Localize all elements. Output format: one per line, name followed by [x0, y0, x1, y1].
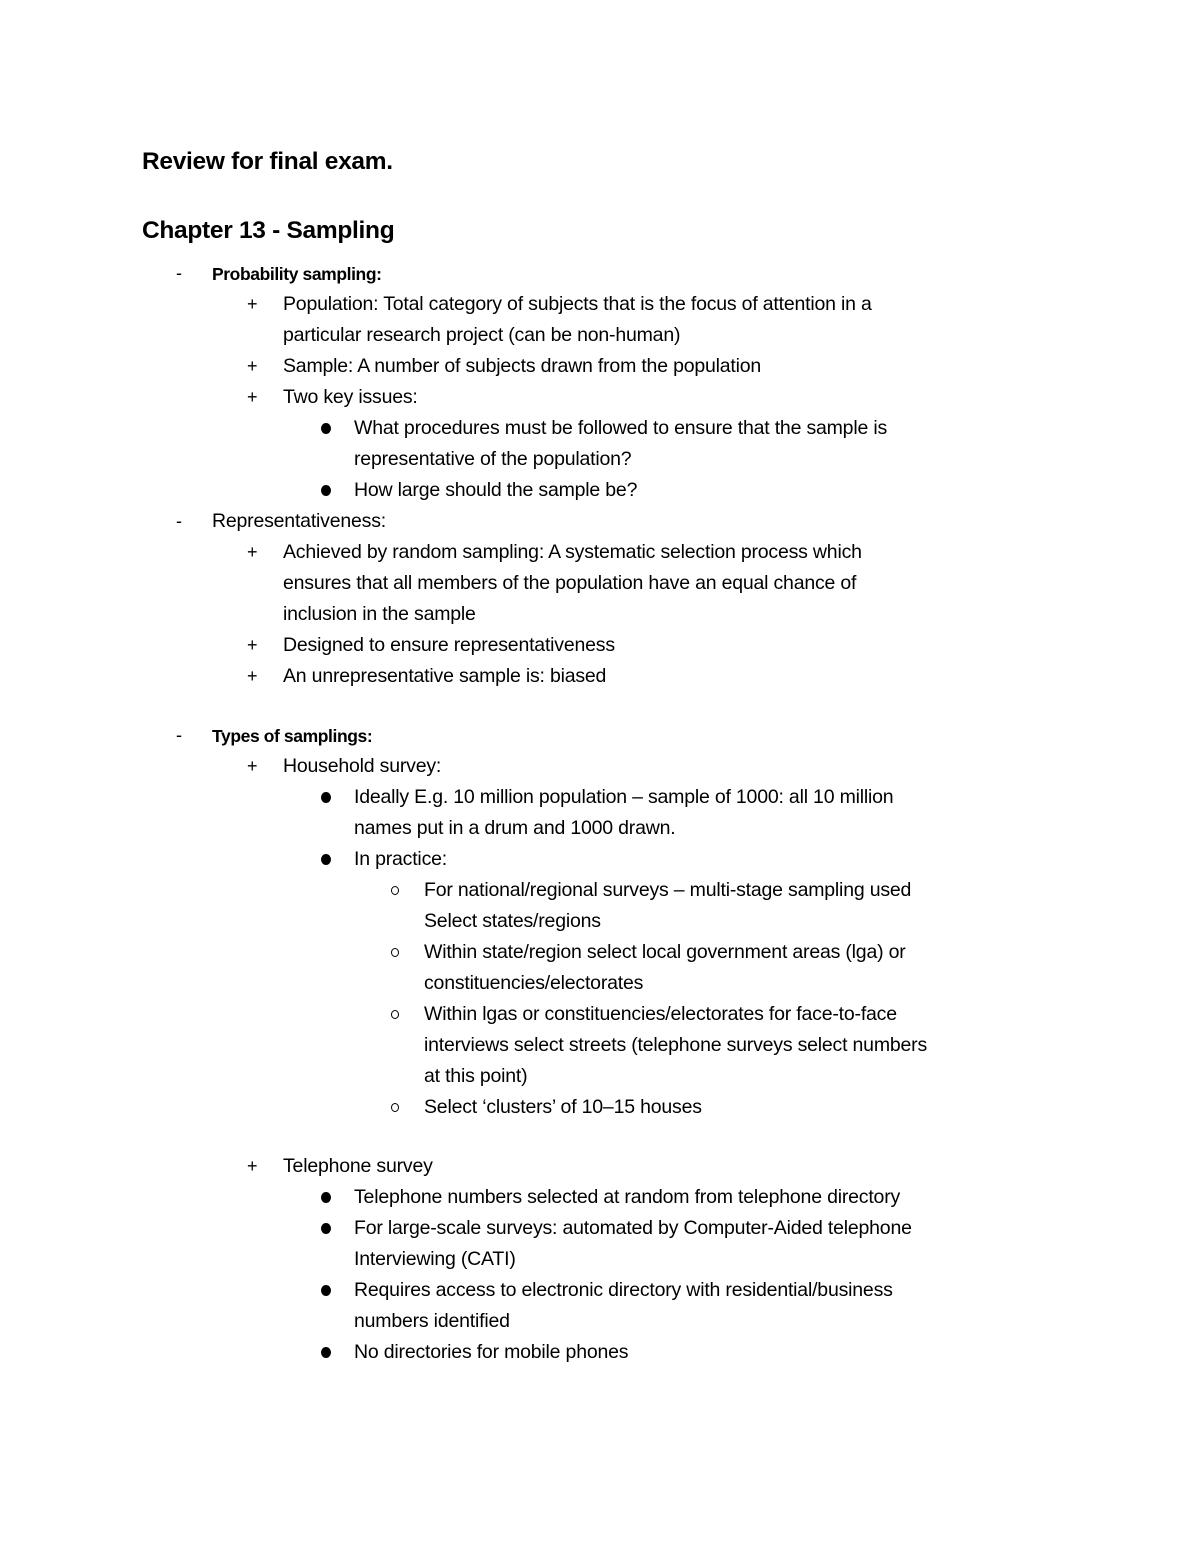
- list-item: An unrepresentative sample is: biased: [283, 665, 607, 687]
- plus-marker: +: [247, 1156, 258, 1176]
- list-item: Select ‘clusters’ of 10–15 houses: [424, 1096, 702, 1118]
- list-item: Within state/region select local government areas (lga) or: [424, 941, 906, 963]
- list-item: Within lgas or constituencies/electorates for face-to-face: [424, 1003, 897, 1025]
- bullet-icon: [321, 423, 331, 434]
- list-item: Interviewing (CATI): [354, 1248, 516, 1270]
- list-item: For national/regional surveys – multi-stage sampling used: [424, 879, 912, 901]
- bullet-icon: [321, 854, 331, 865]
- list-item: What procedures must be followed to ensure that the sample is: [354, 417, 888, 439]
- section-heading: Probability sampling:: [212, 264, 382, 284]
- list-item: Designed to ensure representativeness: [283, 634, 615, 656]
- list-item: representative of the population?: [354, 448, 632, 470]
- bullet-icon: [321, 1223, 331, 1234]
- list-item: Sample: A number of subjects drawn from the population: [283, 355, 762, 377]
- section-heading: Types of samplings:: [212, 726, 373, 746]
- dash-marker: -: [176, 263, 182, 283]
- list-item: inclusion in the sample: [283, 603, 476, 625]
- list-item: interviews select streets (telephone surveys select numbers: [424, 1034, 928, 1056]
- plus-marker: +: [247, 356, 258, 376]
- list-item: Select states/regions: [424, 910, 601, 932]
- list-item: ensures that all members of the population have an equal chance of: [283, 572, 857, 594]
- list-item: names put in a drum and 1000 drawn.: [354, 817, 676, 839]
- list-item: Population: Total category of subjects that is the focus of attention in a: [283, 293, 872, 315]
- list-item: No directories for mobile phones: [354, 1341, 629, 1363]
- plus-marker: +: [247, 635, 258, 655]
- list-item: particular research project (can be non-human): [283, 324, 681, 346]
- plus-marker: +: [247, 387, 258, 407]
- list-item: at this point): [424, 1065, 528, 1087]
- list-item: For large-scale surveys: automated by Computer-Aided telephone: [354, 1217, 912, 1239]
- dash-marker: -: [176, 511, 182, 531]
- bullet-icon: [321, 485, 331, 496]
- bullet-icon: [321, 1285, 331, 1296]
- list-item: How large should the sample be?: [354, 479, 638, 501]
- circle-bullet-icon: [391, 886, 399, 895]
- circle-bullet-icon: [391, 948, 399, 957]
- circle-bullet-icon: [391, 1010, 399, 1019]
- dash-marker: -: [176, 725, 182, 745]
- list-item: Telephone survey: [283, 1155, 433, 1177]
- list-item: Household survey:: [283, 755, 442, 777]
- chapter-heading: Chapter 13 - Sampling: [142, 217, 395, 244]
- list-item: In practice:: [354, 848, 447, 870]
- list-item: Two key issues:: [283, 386, 418, 408]
- list-item: Achieved by random sampling: A systematic selection process which: [283, 541, 862, 563]
- plus-marker: +: [247, 756, 258, 776]
- list-item: Ideally E.g. 10 million population – sample of 1000: all 10 million: [354, 786, 894, 808]
- list-item: Telephone numbers selected at random from telephone directory: [354, 1186, 901, 1208]
- plus-marker: +: [247, 666, 258, 686]
- list-item: Requires access to electronic directory with residential/business: [354, 1279, 893, 1301]
- list-item: constituencies/electorates: [424, 972, 644, 994]
- section-heading: Representativeness:: [212, 510, 386, 532]
- circle-bullet-icon: [391, 1103, 399, 1112]
- bullet-icon: [321, 792, 331, 803]
- bullet-icon: [321, 1347, 331, 1358]
- bullet-icon: [321, 1192, 331, 1203]
- list-item: numbers identified: [354, 1310, 510, 1332]
- plus-marker: +: [247, 542, 258, 562]
- plus-marker: +: [247, 294, 258, 314]
- document-title: Review for final exam.: [142, 148, 393, 175]
